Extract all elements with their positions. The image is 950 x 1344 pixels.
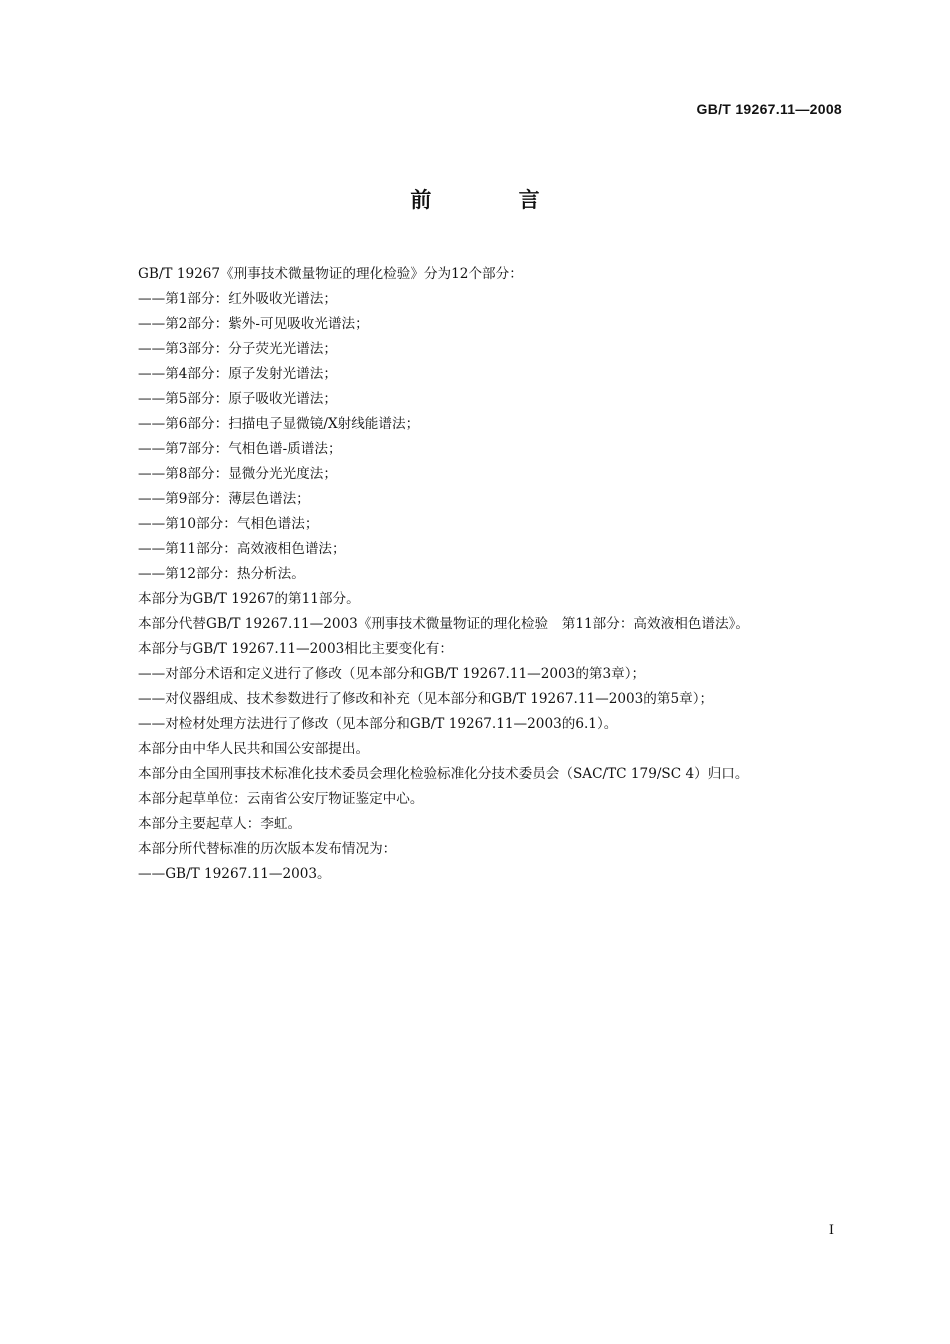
list-item-part-6: ——第6部分：扫描电子显微镜/X射线能谱法； xyxy=(138,416,420,432)
page-title: 前 言 xyxy=(410,188,580,212)
paragraph-this-part: 本部分为GB/T 19267的第11部分。 xyxy=(138,591,360,607)
list-item-change-2: ——对仪器组成、技术参数进行了修改和补充（见本部分和GB/T 19267.11—2003的第5章）； xyxy=(138,691,714,707)
list-item-part-7: ——第7部分：气相色谱-质谱法； xyxy=(138,441,342,457)
list-item-change-1: ——对部分术语和定义进行了修改（见本部分和GB/T 19267.11—2003的第3章）； xyxy=(138,666,646,682)
list-item-part-2: ——第2部分：紫外-可见吸收光谱法； xyxy=(138,316,369,332)
paragraph-drafting-unit: 本部分起草单位：云南省公安厅物证鉴定中心。 xyxy=(138,791,424,807)
list-item-previous-edition: ——GB/T 19267.11—2003。 xyxy=(138,866,331,882)
standard-code: GB/T 19267.11—2008 xyxy=(696,101,842,117)
foreword-body xyxy=(108,262,843,887)
list-item-part-10: ——第10部分：气相色谱法； xyxy=(138,516,319,532)
list-item-part-8: ——第8部分：显微分光光度法； xyxy=(138,466,337,482)
paragraph-drafter: 本部分主要起草人：李虹。 xyxy=(138,816,302,832)
paragraph-proposed-by: 本部分由中华人民共和国公安部提出。 xyxy=(138,741,370,757)
paragraph-replaces: 本部分代替GB/T 19267.11—2003《刑事技术微量物证的理化检验 第11部分：高效液相色谱法》。 xyxy=(138,616,749,632)
paragraph-intro: GB/T 19267《刑事技术微量物证的理化检验》分为12个部分： xyxy=(138,266,523,282)
list-item-part-3: ——第3部分：分子荧光光谱法； xyxy=(138,341,337,357)
list-item-part-5: ——第5部分：原子吸收光谱法； xyxy=(138,391,337,407)
list-item-change-3: ——对检材处理方法进行了修改（见本部分和GB/T 19267.11—2003的6.1）。 xyxy=(138,716,618,732)
paragraph-changes-intro: 本部分与GB/T 19267.11—2003相比主要变化有： xyxy=(138,641,453,657)
list-item-part-9: ——第9部分：薄层色谱法； xyxy=(138,491,310,507)
list-item-part-12: ——第12部分：热分析法。 xyxy=(138,566,305,582)
paragraph-previous-editions: 本部分所代替标准的历次版本发布情况为： xyxy=(138,841,397,857)
list-item-part-1: ——第1部分：红外吸收光谱法； xyxy=(138,291,337,307)
list-item-part-4: ——第4部分：原子发射光谱法； xyxy=(138,366,337,382)
list-item-part-11: ——第11部分：高效液相色谱法； xyxy=(138,541,346,557)
page-number: I xyxy=(828,1223,834,1238)
paragraph-managed-by: 本部分由全国刑事技术标准化技术委员会理化检验标准化分技术委员会（SAC/TC 179/SC 4）归口。 xyxy=(138,766,749,782)
